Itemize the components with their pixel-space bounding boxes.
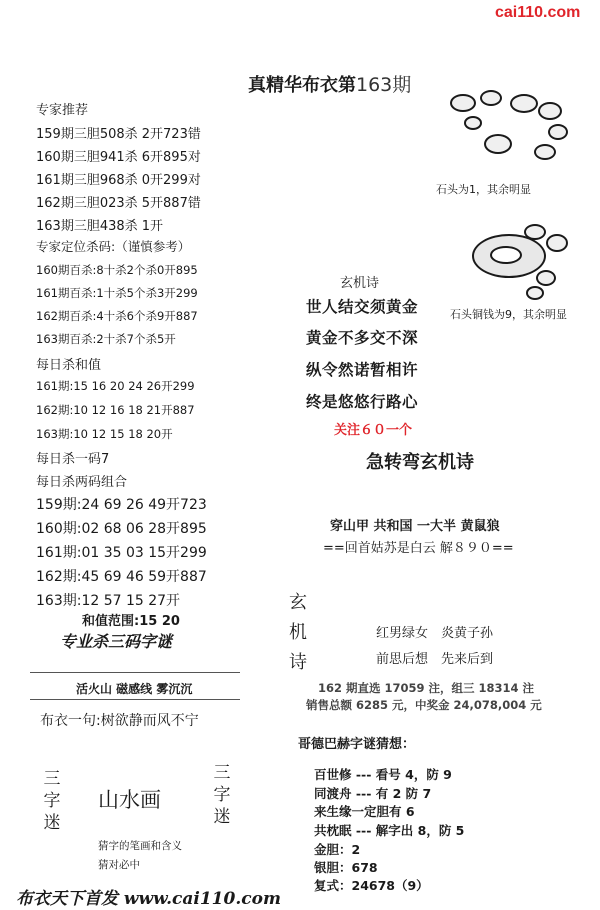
poem-line: 纵令然诺暂相许	[306, 361, 419, 379]
buyi-sentence: 布衣一句:树欲静而风不宁	[40, 713, 199, 729]
expert-line: 160期三胆941杀 6开895对	[36, 150, 201, 165]
goethe-line: 共枕眠 --- 解字出 8，防 5	[314, 823, 465, 838]
divider	[30, 699, 240, 700]
painting-riddle: 山水画	[98, 788, 161, 812]
position-line: 161期百杀:1十杀5个杀3开299	[36, 286, 198, 300]
poem-title: 玄机诗	[340, 276, 380, 291]
goethe-line: 同渡舟 --- 有 2 防 7	[314, 786, 432, 801]
riddle-words: 活火山 磁感线 雾沉沉	[76, 682, 193, 696]
goethe-line: 复式：24678（9）	[314, 878, 429, 893]
goethe-heading: 哥德巴赫字谜猜想：	[298, 737, 416, 752]
sum-line: 162期:10 12 16 18 21开887	[36, 403, 195, 417]
sum-line: 163期:10 12 15 18 20开	[36, 427, 173, 441]
sum-range: 和值范围:15 20	[82, 614, 180, 629]
xuanji-heading: 急转弯玄机诗	[366, 452, 474, 473]
page-title	[248, 70, 411, 97]
stone-caption-2: 石头铜钱为9，其余明显	[450, 308, 567, 321]
kill-two-line: 163期:12 57 15 27开	[36, 593, 181, 609]
sum-heading: 每日杀和值	[36, 358, 102, 373]
hint-correct: 猜对必中	[98, 859, 140, 871]
xuanji-row-2: 前思后想 先来后到	[376, 652, 494, 667]
kill-one-code: 每日杀一码7	[36, 452, 110, 467]
expert-line: 159期三胆508杀 2开723错	[36, 127, 201, 142]
title-issue: 163期	[356, 74, 412, 96]
footer-banner[interactable]: 布衣天下首发 www.cai110.com	[16, 889, 281, 909]
hint-stroke: 猜字的笔画和含义	[98, 840, 182, 852]
divider	[30, 672, 240, 673]
kill-two-line: 159期:24 69 26 49开723	[36, 497, 207, 513]
sales-line-1: 162 期直选 17059 注，组三 18314 注	[318, 681, 535, 695]
poem-line: 终是悠悠行路心	[306, 393, 419, 411]
three-char-right: 三字迷	[213, 763, 231, 827]
xuanji-vertical: 玄机诗	[289, 592, 307, 673]
title-text: 真精华布衣第	[248, 75, 356, 96]
position-line: 160期百杀:8十杀2个杀0开895	[36, 263, 198, 277]
kill-two-line: 160期:02 68 06 28开895	[36, 521, 207, 537]
position-heading: 专家定位杀码:（谨慎参考）	[36, 239, 191, 254]
xuanji-row-1: 红男绿女 炎黄子孙	[376, 626, 494, 641]
kill-two-line: 161期:01 35 03 15开299	[36, 545, 207, 561]
stone-picture-1	[440, 84, 575, 174]
goethe-line: 银胆：678	[314, 860, 378, 875]
clue-line-2: ==回首姑苏是白云 解８９０==	[323, 541, 514, 556]
poem-line: 世人结交须黄金	[306, 298, 419, 316]
position-line: 163期百杀:2十杀7个杀5开	[36, 332, 176, 346]
stone-caption-1: 石头为1，其余明显	[436, 183, 531, 196]
goethe-line: 来生缘一定胆有 6	[314, 804, 415, 819]
expert-line: 162期三胆023杀 5开887错	[36, 196, 201, 211]
three-char-left: 三字迷	[43, 769, 61, 833]
sales-line-2: 销售总额 6285 元，中奖金 24,078,004 元	[306, 698, 542, 712]
goethe-line: 金胆：2	[314, 842, 361, 857]
site-logo[interactable]: cai110.com	[495, 4, 581, 21]
poem-line: 黄金不多交不深	[306, 329, 419, 347]
attention-note: 关注６０一个	[334, 423, 413, 438]
kill-two-line: 162期:45 69 46 59开887	[36, 569, 207, 585]
clue-line-1: 穿山甲 共和国 一大半 黄鼠狼	[330, 519, 500, 534]
position-line: 162期百杀:4十杀6个杀9开887	[36, 309, 198, 323]
kill-two-heading: 每日杀两码组合	[36, 475, 128, 490]
three-riddle-title: 专业杀三码字谜	[60, 632, 173, 651]
expert-line: 163期三胆438杀 1开	[36, 219, 164, 234]
expert-heading: 专家推荐	[36, 103, 89, 118]
expert-line: 161期三胆968杀 0开299对	[36, 173, 201, 188]
stone-picture-2	[466, 214, 586, 304]
goethe-line: 百世修 --- 看号 4，防 9	[314, 767, 452, 782]
sum-line: 161期:15 16 20 24 26开299	[36, 379, 195, 393]
